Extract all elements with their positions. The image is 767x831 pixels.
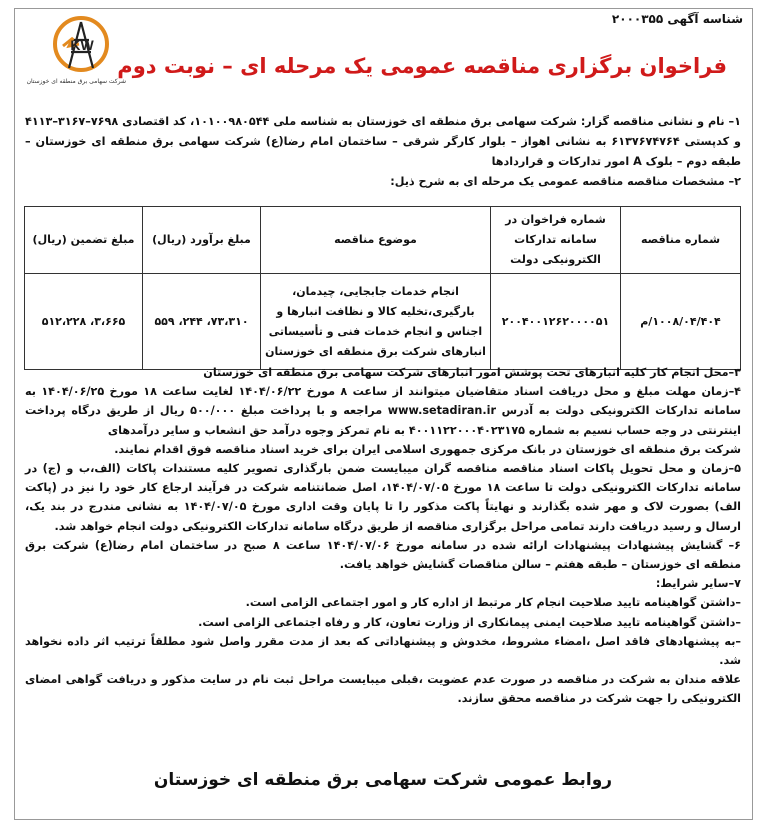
condition-2: –داشتن گواهینامه تایید صلاحیت ایمنی پیمانکاری از وزارت تعاون، کار و رفاه اجتماعی الزامی است.	[198, 615, 741, 629]
header-guarantee: مبلغ تضمین (ریال)	[25, 207, 143, 274]
cell-system-number: ۲۰۰۴۰۰۱۲۶۲۰۰۰۰۵۱	[491, 274, 621, 370]
section-7: ۷–سایر شرایط:	[655, 577, 741, 591]
footer-signature: روابط عمومی شرکت سهامی برق منطقه ای خوزستان	[153, 770, 613, 790]
section-4b: شرکت برق منطقه ای خوزستان در بانک مرکزی جمهوری اسلامی ایران برای خرید اسناد مناقصه فوق اقدام نمایند.	[114, 442, 741, 456]
header-tender-number: شماره مناقصه	[621, 207, 741, 274]
header-system-number: شماره فراخوان در سامانه تدارکات الکترونیکی دولت	[491, 207, 621, 274]
cell-tender-number: ۱۰۰۸/۰۴/۴۰۴/م	[621, 274, 741, 370]
section-3: ۳–محل انجام کار کلیه انبارهای تحت پوشش امور انبارهای شرکت سهامی برق منطقه ای خوزستان	[203, 366, 741, 379]
section-6: ۶– گشایش پیشنهادات پیشنهادات ارائه شده در سامانه مورخ ۱۴۰۴/۰۷/۰۶ ساعت ۸ صبح در ساختمان امام رضا(ع) شرکت برق منطقه ای خوزستان – طبقه هفتم – سالن مناقصات گشایش خواهد یافت.	[25, 538, 741, 572]
logo-mark: KW	[70, 37, 94, 53]
page-title: فراخوان برگزاری مناقصه عمومی یک مرحله ای – نوبت دوم	[117, 54, 727, 78]
intro-paragraph-1: ۱– نام و نشانی مناقصه گزار: شرکت سهامی برق منطقه ای خوزستان به شناسه ملی ۱۰۱۰۰۹۸۰۵۴۴، کد اقتصادی ۷۶۹۸–۳۱۶۷–۴۱۱۳ و کدپستی ۶۱۳۷۶۷۴۷۶۴ به نشانی اهواز – بلوار کارگر شرقی – ساختمان امام رضا(ع) شرکت سهامی برق منطقه ای خوزستان – طبقه دوم – بلوک A امور تدارکات و قراردادها	[25, 115, 742, 168]
cell-guarantee: ۳،۶۶۵، ۵۱۲،۲۲۸	[25, 274, 143, 370]
condition-3: –به پیشنهادهای فاقد اصل ،امضاء مشروط، مخدوش و پیشنهاداتی که بعد از مدت مقرر واصل شود مطلقاً ترتیب اثر داده نخواهد شد.	[25, 634, 741, 668]
cell-estimate: ۷۳،۳۱۰، ۲۴۴، ۵۵۹	[143, 274, 261, 370]
intro-paragraph-2: ۲– مشخصات مناقصه مناقصه عمومی یک مرحله ای به شرح ذیل:	[390, 175, 741, 188]
condition-1: –داشتن گواهینامه تایید صلاحیت انجام کار مرتبط از اداره کار و امور اجتماعی الزامی است.	[245, 596, 741, 610]
cell-subject: انجام خدمات جابجایی، چیدمان، بارگیری،تخلیه کالا و نظافت انبارها و اجناس و انجام خدمات فنی و تأسیساتی انبارهای شرکت برق منطقه ای خوزستان	[261, 274, 491, 370]
logo-caption: شرکت سهامی برق منطقه ای خوزستان	[26, 78, 126, 85]
condition-4: علاقه مندان به شرکت در مناقصه در صورت عدم عضویت ،قبلی میبایست مراحل ثبت نام در سایت مذکور و دریافت گواهی امضای الکترونیکی را جهت شرکت در مناقصه محقق سازند.	[25, 673, 741, 706]
header-estimate: مبلغ برآورد (ریال)	[143, 207, 261, 274]
tender-table	[25, 206, 741, 370]
header-subject: موضوع مناقصه	[261, 207, 491, 274]
conditions-section	[25, 363, 741, 709]
table-header-row	[25, 207, 741, 274]
table-row	[25, 274, 741, 370]
company-logo	[26, 16, 126, 96]
intro-section	[25, 112, 741, 192]
section-5: ۵–زمان و محل تحویل پاکات اسناد مناقصه مناقصه گران میبایست ضمن بارگذاری تصویر کلیه مستندات پاکات (الف،ب و (ج) در سامانه تدارکات الکترونیکی دولت تا ساعت ۱۸ مورخ ۱۴۰۴/۰۷/۰۵، اصل ضمانتنامه شرکت در فرآیند ارجاع کار خود را نیز در (پاکت الف) بصورت لاک و مهر شده بگذارند و نهایتاً پاکت مذکور را تا پایان وقت اداری مورخ ۱۴۰۴/۰۷/۰۵ به نشانی مندرج در بند یک، ارسال و رسید دریافت دارند تمامی مراحل برگزاری مناقصه از طریق درگاه سامانه تدارکات الکترونیکی دولت انجام خواهد شد.	[25, 462, 742, 533]
ad-id: شناسه آگهی ۲۰۰۰۳۵۵	[611, 12, 743, 26]
section-4: ۴–زمان مهلت مبلغ و محل دریافت اسناد متقاضیان میتوانند از ساعت ۸ مورخ ۱۴۰۴/۰۶/۲۲ لغایت ساعت ۱۸ مورخ ۱۴۰۴/۰۶/۲۵ به سامانه تدارکات الکترونیکی دولت به آدرس www.setadiran.ir مراجعه و با پرداخت مبلغ ۵۰۰/۰۰۰ ریال از طریق درگاه پرداخت اینترنتی در وجه حساب نسیم به شماره ۴۰۰۱۱۲۲۰۰۰۴۰۲۳۱۷۵ به نام تمرکز وجوه درآمد حق انشعاب و سایر درآمدهای	[25, 385, 742, 437]
power-tower-icon	[49, 16, 113, 76]
